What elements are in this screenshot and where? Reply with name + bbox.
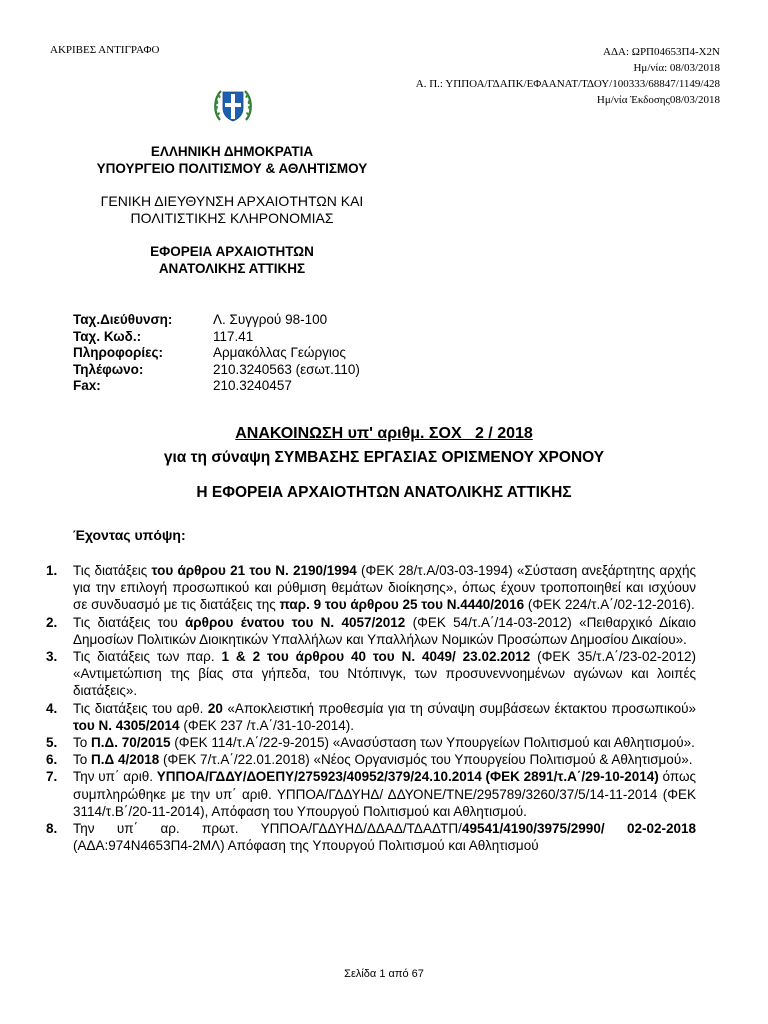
- item-number: 2.: [46, 614, 58, 630]
- ada-code: ΑΔΑ: ΩΡΠ04653Π4-Χ2Ν: [603, 46, 720, 58]
- text-fragment: Τις διατάξεις του αρθ.: [73, 700, 208, 716]
- bold-fragment: του άρθρου 21 του Ν. 2190/1994: [151, 563, 357, 578]
- contact-value: Αρμακόλλας Γεώργιος: [213, 345, 346, 360]
- text-fragment: (ΦΕΚ 28/τ.Α/03-03-1994) «Σύσταση ανεξάρτητης αρχής για την επιλογή προσωπικού και ρύθμιση θεμάτων διοίκησης», όπως έχουν τροποποιηθεί και ισχύουν σε συνδυασμό με τις διατάξεις της: [73, 563, 696, 613]
- item-number: 7.: [46, 769, 58, 785]
- item-text: [73, 734, 696, 751]
- page-number: Σελίδα 1 από 67: [344, 968, 424, 980]
- text-fragment: (ΦΕΚ 7/τ.Α΄/22.01.2018) «Νέος Οργανισμός του Υπουργείου Πολιτισμού & Αθλητισμού».: [159, 752, 693, 768]
- republic-name: ΕΛΛΗΝΙΚΗ ΔΗΜΟΚΡΑΤΙΑ: [150, 144, 314, 159]
- bold-fragment: Π.Δ 4/2018: [91, 752, 160, 768]
- bold-fragment: 20: [207, 700, 223, 716]
- considering-heading: Έχοντας υπόψη:: [73, 527, 186, 543]
- contact-row-address: [73, 312, 360, 329]
- ephorate-line-2: ΑΝΑΤΟΛΙΚΗΣ ΑΤΤΙΚΗΣ: [158, 261, 306, 276]
- text-fragment: (ΦΕΚ 35/τ.Α΄/23-02-2012) «Αντιμετώπιση της βίας στα γήπεδα, του Ντόπινγκ, των προσυνεννοημένων αγώνων και λοιπές διατάξεις».: [73, 649, 696, 699]
- item-number: 6.: [46, 752, 58, 768]
- bold-fragment: παρ. 9 του άρθρου 25 του Ν.4440/2016: [279, 597, 525, 613]
- ephorate-line-1: ΕΦΟΡΕΙΑ ΑΡΧΑΙΟΤΗΤΩΝ: [150, 244, 314, 259]
- contact-value: Λ. Συγγρού 98-100: [213, 312, 328, 327]
- bold-fragment: Π.Δ. 70/2015: [91, 735, 171, 751]
- issuing-office: Η ΕΦΟΡΕΙΑ ΑΡΧΑΙΟΤΗΤΩΝ ΑΝΑΤΟΛΙΚΗΣ ΑΤΤΙΚΗΣ: [196, 484, 572, 501]
- list-item: [46, 768, 696, 820]
- text-fragment: Την υπ΄ αριθ.: [73, 769, 157, 785]
- text-fragment: Τις διατάξεις των παρ.: [73, 649, 222, 665]
- bold-fragment: άρθρου ένατου του Ν. 4057/2012: [185, 614, 406, 630]
- contact-row-info: [73, 345, 360, 362]
- greek-coat-of-arms-icon: [211, 84, 255, 128]
- list-item: [46, 562, 696, 614]
- text-fragment: όπως συμπληρώθηκε με την υπ΄ αριθ. ΥΠΠΟΑ/ΓΔΔΥΗΔ/ ΔΔΥΟΝΕ/ΤΝΕ/295789/3260/37/5/14-11-2014 (ΦΕΚ 3114/τ.Β΄/20-11-2014), Απόφαση του Υπουργού Πολιτισμού και Αθλητισμού.: [73, 769, 696, 819]
- text-fragment: (ΦΕΚ 237 /τ.Α΄/31-10-2014).: [179, 717, 355, 733]
- item-number: 8.: [46, 821, 58, 837]
- item-text: [73, 751, 696, 768]
- contact-label: Ταχ. Κωδ.:: [73, 328, 142, 344]
- contact-value: 210.3240563 (εσωτ.110): [213, 361, 360, 377]
- item-number: 5.: [46, 735, 58, 751]
- directorate-line-2: ΠΟΛΙΤΙΣΤΙΚΗΣ ΚΛΗΡΟΝΟΜΙΑΣ: [130, 210, 334, 226]
- contact-details: [73, 312, 360, 395]
- legal-basis-list: [46, 562, 696, 854]
- directorate-heading: [62, 193, 402, 227]
- document-meta: [416, 44, 720, 108]
- item-number: 3.: [46, 649, 58, 665]
- item-text: [73, 614, 696, 648]
- list-item: [46, 700, 696, 734]
- text-fragment: (ΦΕΚ 224/τ.Α΄/02-12-2016).: [524, 597, 695, 613]
- contact-label: Fax:: [73, 378, 101, 393]
- item-number: 4.: [46, 700, 58, 716]
- item-text: [73, 820, 696, 854]
- list-item: [46, 820, 696, 854]
- item-text: [73, 700, 696, 734]
- text-fragment: (ΑΔΑ:974Ν4653Π4-2ΜΛ) Απόφαση της Υπουργού Πολιτισμού και Αθλητισμού: [73, 838, 539, 854]
- list-item: [46, 614, 696, 648]
- text-fragment: Το: [73, 752, 92, 768]
- text-fragment: Τις διατάξεις: [73, 563, 152, 578]
- list-item: [46, 751, 696, 768]
- contact-value: 117.41: [213, 328, 254, 344]
- exact-copy-label: ΑΚΡΙΒΕΣ ΑΝΤΙΓΡΑΦΟ: [50, 44, 160, 56]
- item-text: [73, 648, 696, 700]
- contact-label: Ταχ.Διεύθυνση:: [73, 312, 173, 327]
- contact-label: Πληροφορίες:: [73, 345, 164, 360]
- text-fragment: Το: [73, 735, 92, 751]
- text-fragment: (ΦΕΚ 54/τ.Α΄/14-03-2012) «Πειθαρχικό Δίκαιο Δημοσίων Πολιτικών Διοικητικών Υπαλλήλων και Υπαλλήλων Νομικών Προσώπων Δημοσίου Δικαίου».: [73, 614, 697, 647]
- text-fragment: Τις διατάξεις του: [73, 614, 185, 630]
- ephorate-heading: [62, 243, 402, 277]
- bold-fragment: ΥΠΠΟΑ/ΓΔΔΥ/ΔΟΕΠΥ/275923/40952/379/24.10.2014 (ΦΕΚ 2891/τ.Α΄/29-10-2014): [156, 769, 659, 785]
- text-fragment: Την υπ΄ αρ. πρωτ. ΥΠΠΟΑ/ΓΔΔΥΗΔ/ΔΔΑΔ/ΤΔΑΔΤΠ/: [73, 821, 462, 837]
- directorate-line-1: ΓΕΝΙΚΗ ΔΙΕΥΘΥΝΣΗ ΑΡΧΑΙΟΤΗΤΩΝ ΚΑΙ: [100, 193, 364, 209]
- protocol-number: Α. Π.: ΥΠΠΟΑ/ΓΔΑΠΚ/ΕΦΑΑΝΑΤ/ΤΔΟΥ/100333/68847/1149/428: [415, 78, 720, 90]
- text-fragment: (ΦΕΚ 114/τ.Α΄/22-9-2015) «Ανασύσταση των Υπουργείων Πολιτισμού και Αθλητισμού».: [170, 735, 695, 751]
- text-fragment: «Αποκλειστική προθεσμία για τη σύναψη συμβάσεων έκτακτου προσωπικού»: [222, 700, 696, 716]
- ministry-name: ΥΠΟΥΡΓΕΙΟ ΠΟΛΙΤΙΣΜΟΥ & ΑΘΛΗΤΙΣΜΟΥ: [96, 161, 368, 176]
- authority-heading: [62, 143, 402, 177]
- contact-row-phone: [73, 362, 360, 379]
- list-item: [46, 648, 696, 700]
- contact-row-fax: [73, 378, 360, 395]
- item-text: [73, 768, 696, 820]
- contact-label: Τηλέφωνο:: [73, 361, 144, 377]
- contact-value: 210.3240457: [213, 378, 292, 393]
- list-item: [46, 734, 696, 751]
- issue-date: Ημ/νία Έκδοσης08/03/2018: [596, 94, 720, 106]
- announcement-title-text: ΑΝΑΚΟΙΝΩΣΗ υπ' αριθμ. ΣΟΧ 2 / 2018: [235, 425, 533, 442]
- announcement-subtitle: για τη σύναψη ΣΥΜΒΑΣΗΣ ΕΡΓΑΣΙΑΣ ΟΡΙΣΜΕΝΟΥ ΧΡΟΝΟΥ: [163, 449, 605, 466]
- bold-fragment: 49541/4190/3975/2990/ 02-02-2018: [461, 821, 697, 837]
- bold-fragment: 1 & 2 του άρθρου 40 του Ν. 4049/ 23.02.2012: [221, 649, 531, 665]
- item-text: [73, 562, 696, 614]
- bold-fragment: του Ν. 4305/2014: [73, 717, 180, 733]
- item-number: 1.: [46, 563, 58, 578]
- contact-row-postcode: [73, 329, 360, 346]
- document-date: Ημ/νία: 08/03/2018: [633, 62, 720, 74]
- announcement-title: [0, 425, 768, 443]
